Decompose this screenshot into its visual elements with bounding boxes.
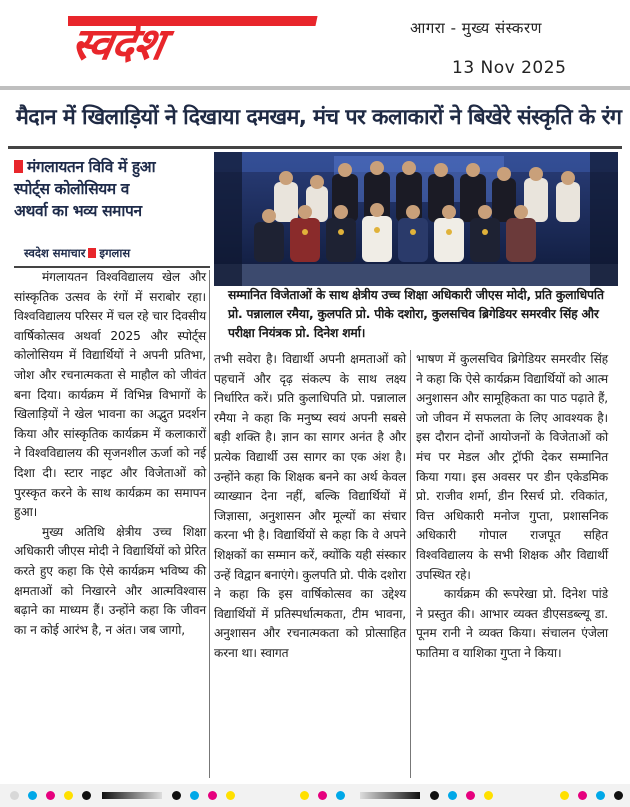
masthead <box>0 0 630 88</box>
black-dot-icon <box>172 791 181 800</box>
article-subhead <box>14 156 210 222</box>
gray-gradient-bar <box>102 792 162 799</box>
photo-caption: सम्मानित विजेताओं के साथ क्षेत्रीय उच्च शिक्षा अधिकारी जीएस मोदी, प्रति कुलाधिपति प्रो. पन्नालाल रमैया, कुलपति प्रो. पीके दशोरा, कुलसचिव ब्रिगेडियर समरवीर सिंह और परीक्षा नियंत्रक प्रो. दिनेश शर्मा। <box>228 288 604 340</box>
magenta-dot-icon <box>318 791 327 800</box>
stage-group-photo-icon <box>214 152 618 286</box>
gray-gradient-bar <box>360 792 420 799</box>
red-bullet-icon <box>14 160 23 173</box>
magenta-dot-icon <box>466 791 475 800</box>
black-dot-icon <box>614 791 623 800</box>
headline-divider <box>8 146 622 149</box>
black-dot-icon <box>82 791 91 800</box>
masthead-divider <box>0 86 630 90</box>
byline-place: इगलास <box>99 246 131 260</box>
paragraph: कार्यक्रम की रूपरेखा प्रो. दिनेश पांडे ने प्रस्तुत की। आभार व्यक्त डीएसडब्ल्यू डा. पूनम रानी ने व्यक्त किया। संचालन एंजेला फातिमा व याशिका गुप्ता ने किया। <box>416 587 608 660</box>
column-divider <box>410 350 411 778</box>
paragraph: मुख्य अतिथि क्षेत्रीय उच्च शिक्षा अधिकारी जीएस मोदी ने विद्यार्थियों को प्रेरित करते हुए कहा कि ऐसे कार्यक्रम भविष्य की क्षमताओं को निखारने और आत्मविश्वास बढ़ाने का माध्यम हैं। उन्होंने कहा कि जीवन का न कोई आरंभ है, न अंत। जब जागो, <box>14 524 206 637</box>
magenta-dot-icon <box>208 791 217 800</box>
magenta-dot-icon <box>46 791 55 800</box>
paragraph: तभी सवेरा है। विद्यार्थी अपनी क्षमताओं को पहचानें और दृढ़ संकल्प के साथ लक्ष्य निर्धारित करें। प्रति कुलाधिपति प्रो. पन्नालाल रमैया ने कहा कि मनुष्य स्वयं अपनी सबसे बड़ी शक्ति है। ज्ञान का सागर अनंत है और प्रत्येक विद्यार्थी उस सागर का एक अंश है। उन्होंने कहा कि शिक्षक बनने का अर्थ केवल व्याख्यान देना नहीं, बल्कि विद्यार्थियों में जिज्ञासा, अनुशासन और मूल्यों का संचार करना भी है। विद्यार्थियों से कहा कि वे अपने शिक्षकों का सम्मान करें, क्योंकि यही संस्कार उन्हें विद्वान बनाएंगे। कुलपति प्रो. पीके दशोरा ने कहा कि इस वार्षिकोत्सव का उद्देश्य विद्यार्थियों में प्रतिस्पर्धात्मकता, टीम भावना, अनुशासन और रचनात्मकता को प्रोत्साहित करना था। स्वागत <box>214 352 406 660</box>
subhead-line: मंगलायतन विवि में हुआ <box>14 156 210 178</box>
byline <box>24 246 130 261</box>
paragraph: भाषण में कुलसचिव ब्रिगेडियर समरवीर सिंह ने कहा कि ऐसे कार्यक्रम विद्यार्थियों को आत्म अनुशासन और सामूहिकता का पाठ पढ़ाते हैं, जो जीवन में सफलता के लिए आवश्यक है। इस दौरान दोनों आयोजनों के विजेताओं को मंच पर मेडल और ट्रॉफी देकर सम्मानित किया गया। इस अवसर पर डीन एकेडमिक प्रो. राजीव शर्मा, डीन रिसर्च प्रो. रविकांत, वित्त अधिकारी मनोज गुप्ता, प्रशासनिक अधिकारी गोपाल राजपूत सहित विश्वविद्यालय के सभी शिक्षक और विद्यार्थी उपस्थित रहे। <box>416 352 608 582</box>
yellow-dot-icon <box>560 791 569 800</box>
black-dot-icon <box>430 791 439 800</box>
logo-text: स्वदेश <box>67 19 168 70</box>
cyan-dot-icon <box>596 791 605 800</box>
column-divider <box>209 270 210 778</box>
article-column-1 <box>14 268 206 640</box>
yellow-dot-icon <box>484 791 493 800</box>
cyan-dot-icon <box>448 791 457 800</box>
subhead-line: स्पोर्ट्स कोलोसियम व <box>14 180 129 198</box>
issue-date: 13 Nov 2025 <box>452 58 567 78</box>
yellow-dot-icon <box>64 791 73 800</box>
byline-source: स्वदेश समाचार <box>24 246 86 260</box>
printer-color-strip <box>0 784 630 807</box>
edition-label: आगरा - मुख्य संस्करण <box>410 19 542 37</box>
red-square-icon <box>88 248 96 258</box>
yellow-dot-icon <box>300 791 309 800</box>
article-headline: मैदान में खिलाड़ियों ने दिखाया दमखम, मंच पर कलाकारों ने बिखेरे संस्कृति के रंग <box>16 105 622 130</box>
cyan-dot-icon <box>336 791 345 800</box>
article-column-2 <box>214 350 406 664</box>
registration-dot-icon <box>10 791 19 800</box>
magenta-dot-icon <box>578 791 587 800</box>
article-column-3 <box>416 350 608 664</box>
cyan-dot-icon <box>190 791 199 800</box>
yellow-dot-icon <box>226 791 235 800</box>
cyan-dot-icon <box>28 791 37 800</box>
paragraph: मंगलायतन विश्वविद्यालय खेल और सांस्कृतिक उत्सव के रंगों में सराबोर रहा। विश्वविद्यालय परिसर में चल रहे चार दिवसीय वार्षिकोत्सव अथर्वा 2025 और स्पोर्ट्स कोलोसियम में विद्यार्थियों ने अपनी प्रतिभा, जोश और रचनात्मकता से माहौल को जीवंत बना दिया। कार्यक्रम में विभिन्न विभागों के खिलाड़ियों ने खेल भावना का अद्भुत प्रदर्शन किया और सांस्कृतिक कार्यक्रम में कलाकारों ने विश्वविद्यालय की सृजनशील ऊर्जा को नई दिशा दी। स्टार नाइट और विजेताओं को पुरस्कृत करने के साथ कार्यक्रम का समापन हुआ। <box>14 270 206 520</box>
subhead-line: अथर्वा का भव्य समापन <box>14 202 142 220</box>
event-photo <box>214 152 618 286</box>
